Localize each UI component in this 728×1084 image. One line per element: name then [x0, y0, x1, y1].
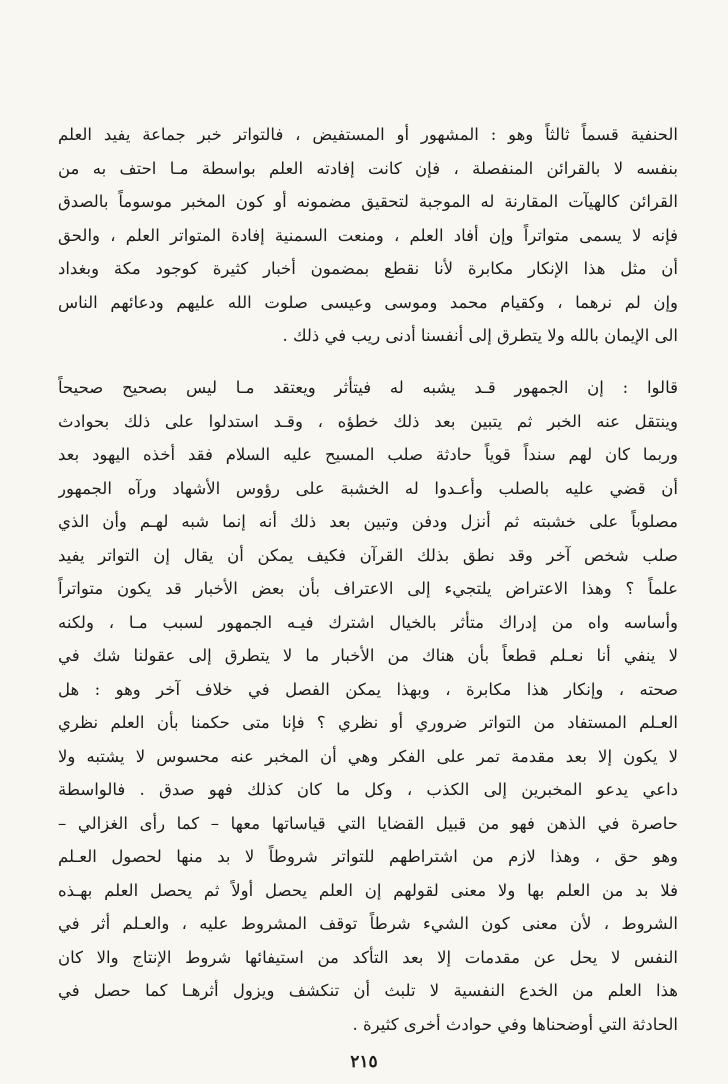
text-line: علماً ؟ وهذا الاعتراض يلتجيء إلى الاعتراف بأن بعض الأخبار قد يكون متواتراً	[58, 579, 678, 598]
text-line: وربما كان لهم سنداً قوياً حادثة صلب المسيح عليه السلام فقد أخذه اليهود بعد	[58, 445, 678, 464]
text-line: فإنه لا يسمى متواتراً وإن أفاد العلم ، ومنعت السمنية إفادة المتواتر العلم ، والحق	[58, 225, 678, 245]
text-line: أن قضي عليه بالصلب وأعـدوا له الخشبة على رؤوس الأشهاد ورآه الجمهور	[58, 478, 678, 498]
text-line: وإن لم نرهما ، وكقيام محمد وموسى وعيسى صلوت الله عليهم ودعائهم الناس	[58, 292, 678, 312]
text-line: لا يكون إلا بعد مقدمة تمر على الفكر وهي أن المخبر عنه محسوس لا يشتبه ولا	[58, 746, 678, 766]
text-line: مصلوباً على خشبته ثم أنزل ودفن وتبين بعد ذلك أنه إنما شبه لهـم وأن الذي	[58, 512, 678, 531]
page-number: ٢١٥	[350, 1052, 378, 1072]
text-line: وهو حق ، وهذا لازم من اشتراطهم للتواتر شروطاً لا بد منها لحصول العـلم	[58, 847, 678, 866]
text-line: وينتقل عنه الخبر ثم يتبين بعد ذلك خطؤه ، وقـد استدلوا على ذلك بحوادث	[58, 411, 678, 431]
text-line: الى الإيمان بالله ولا يتطرق إلى أنفسنا أدنى ريب في ذلك .	[282, 326, 678, 345]
paragraph-1	[58, 118, 678, 353]
text-line: فلا بد من العلم بها ولا معنى لقولهم إن العلم يحصل أولاً ثم يحصل العلم بهـذه	[58, 880, 678, 900]
text-line: الحنفية قسماً ثالثاً وهو : المشهور أو المستفيض ، فالتواتر خبر جماعة يفيد العلم	[58, 125, 678, 144]
text-line: العـلم المستفاد من التواتر ضروري أو نظري ؟ فإنا متى حكمنا بأن العلم نظري	[58, 713, 678, 732]
text-line: وأساسه واه من إدراك متأثر بالخيال اشترك فيـه الجمهور لسبب مـا ، ولكنه	[58, 612, 678, 632]
text-line: بنفسه لا بالقرائن المنفصلة ، فإن كانت إفادته العلم بواسطة مـا احتف به من	[58, 158, 678, 178]
text-line: أن مثل هذا الإنكار مكابرة لأنا نقطع بمضمون أخبار كثيرة كوجود مكة وبغداد	[58, 259, 678, 278]
text-line: النفس لا يحل عن مقدمات إلا بعد التأكد من استيفائها شروط الإنتاج والا كان	[58, 947, 678, 967]
text-line: صلب شخص آخر وقد نطق بذلك القرآن فكيف يمكن أن يقال إن التواتر يفيد	[58, 545, 678, 565]
text-line: صحته ، وإنكار هذا مكابرة ، وبهذا يمكن الفصل في خلاف آخر وهو : هل	[58, 679, 678, 699]
text-line: حاصرة في الذهن فهو من قبيل القضايا التي قياساتها معها – كما رأى الغزالي –	[58, 813, 678, 833]
text-line: قالوا : إن الجمهور قـد يشبه له فيتأثر ويعتقد مـا ليس بصحيح صحيحاً	[58, 378, 678, 397]
paragraph-2	[58, 371, 678, 1041]
text-line: هذا العلم من الخدع النفسية لا تلبث أن تنكشف ويزول أثرهـا كما حصل في	[58, 981, 678, 1000]
text-line: الشروط ، لأن معنى كون الشيء شرطاً توقف المشروط عليه ، والعـلم أثر في	[58, 914, 678, 933]
text-line: القرائن كالهيآت المقارنة له الموجبة لتحقيق مضمونه أو كون المخبر موسوماً بالصدق	[58, 192, 678, 211]
text-line: الحادثة التي أوضحناها وفي حوادث أخرى كثيرة .	[352, 1014, 678, 1034]
text-line: داعي يدعو المخبرين إلى الكذب ، وكل ما كان كذلك فهو صدق . فالواسطة	[58, 780, 678, 799]
text-line: لا ينفي أنا نعـلم قطعاً بأن هناك من الأخبار ما لا يتطرق إلى عقولنا شك في	[58, 646, 678, 665]
